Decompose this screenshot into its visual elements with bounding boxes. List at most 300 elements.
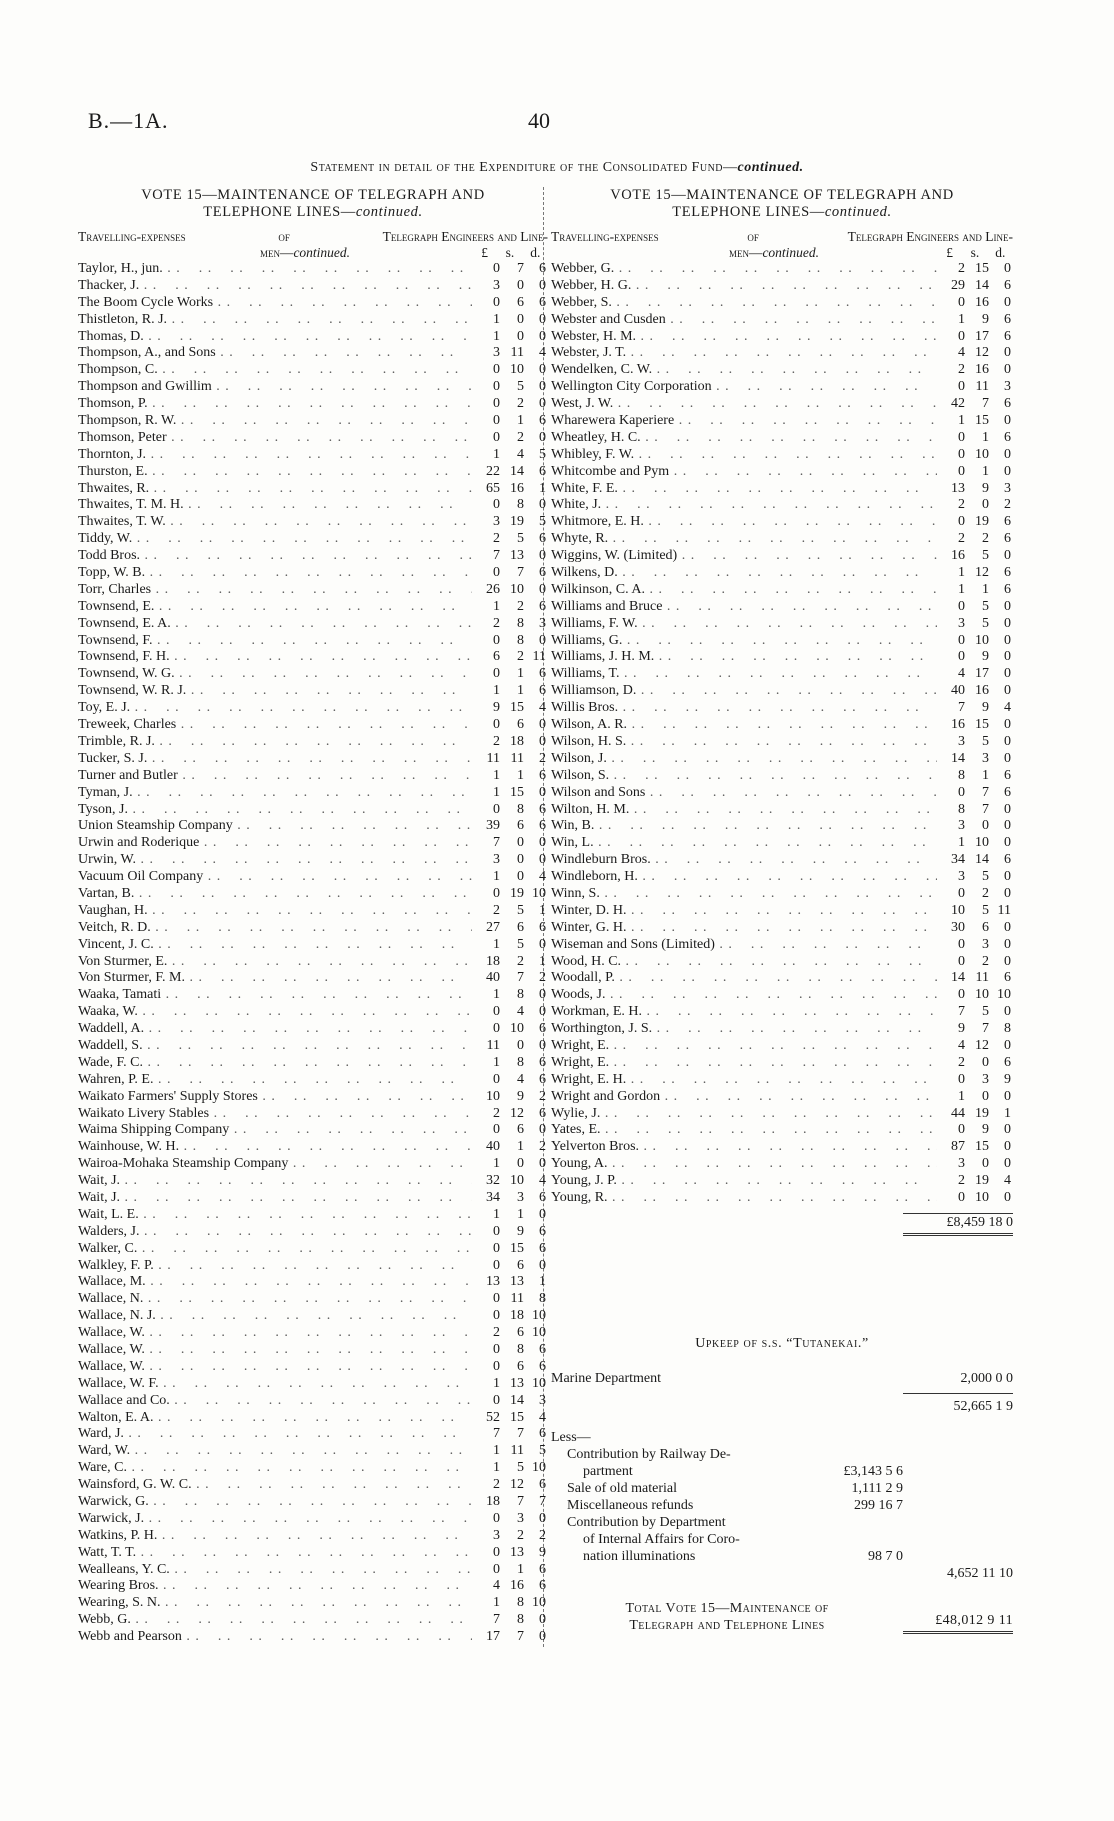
pence: 4	[1004, 700, 1011, 716]
shillings: 2	[982, 885, 989, 901]
amount	[937, 700, 1013, 717]
shillings: 15	[975, 261, 989, 276]
payee-name: Thompson, A., and Sons . .	[78, 345, 472, 362]
pounds: 0	[958, 446, 965, 462]
shillings: 15	[510, 700, 524, 716]
payee-name: Wainhouse, W. H. . .	[78, 1139, 472, 1156]
payee-name: Vaughan, H. . .	[78, 903, 472, 920]
amount	[472, 1595, 548, 1612]
shillings: 19	[975, 1173, 989, 1189]
pounds: 0	[493, 261, 500, 276]
payee-name: Waikato Livery Stables . .	[78, 1106, 472, 1123]
list-item	[551, 345, 1013, 362]
pence: 2	[539, 1139, 546, 1155]
amount	[472, 1241, 548, 1258]
list-item	[78, 666, 548, 683]
amount	[937, 582, 1013, 599]
shillings: 7	[982, 1021, 989, 1037]
pence: 6	[1004, 1054, 1011, 1070]
shillings: 3	[517, 1189, 524, 1205]
pence: 0	[1004, 1004, 1011, 1020]
amount	[937, 599, 1013, 616]
amount	[937, 649, 1013, 666]
list-item	[551, 734, 1013, 751]
shillings: 14	[510, 1392, 524, 1408]
subtotal-rule	[903, 1393, 1013, 1394]
amount	[472, 1578, 548, 1595]
pounds: 0	[493, 1392, 500, 1408]
amount	[472, 1325, 548, 1342]
pounds: 0	[958, 598, 965, 614]
list-item	[78, 1494, 548, 1511]
pounds: 0	[958, 294, 965, 310]
payee-name: Todd Bros. . .	[78, 548, 472, 565]
amount	[472, 464, 548, 481]
pence: 2	[1004, 497, 1011, 513]
pounds: 0	[493, 1561, 500, 1577]
payee-name: Treweek, Charles . .	[78, 717, 472, 734]
pounds: 7	[958, 700, 965, 716]
payee-name: Ward, J. . .	[78, 1426, 472, 1443]
payee-name: Whibley, F. W. . .	[551, 447, 937, 464]
pounds: 1	[493, 1595, 500, 1611]
list-item	[78, 1443, 548, 1460]
list-item	[78, 1511, 548, 1528]
pounds: 4	[958, 1037, 965, 1053]
payee-name: The Boom Cycle Works . .	[78, 295, 472, 312]
pence: 3	[539, 615, 546, 631]
list-item	[78, 1393, 548, 1410]
pence: 0	[1004, 818, 1011, 834]
payee-name: Wilson, J. . .	[551, 751, 937, 768]
payee-name: Waddell, A. . .	[78, 1021, 472, 1038]
pence: 10	[532, 1308, 546, 1324]
shillings: 10	[510, 1021, 524, 1037]
payee-name: Wairoa-Mohaka Steamship Company . .	[78, 1156, 472, 1173]
amount	[937, 1089, 1013, 1106]
list-item	[78, 616, 548, 633]
pence: 3	[1004, 480, 1011, 496]
shillings: 8	[517, 1342, 524, 1357]
amount	[937, 903, 1013, 920]
shillings: 0	[517, 1156, 524, 1172]
pence: 6	[539, 1477, 546, 1493]
pence: 6	[1004, 328, 1011, 344]
amount	[937, 1021, 1013, 1038]
amount	[472, 1089, 548, 1106]
pounds: 3	[493, 277, 500, 293]
pounds: 1	[493, 1054, 500, 1070]
list-item	[551, 514, 1013, 531]
amount	[937, 920, 1013, 937]
list-item	[78, 379, 548, 396]
list-item	[551, 1004, 1013, 1021]
payee-name: Thomson, P. . .	[78, 396, 472, 413]
payee-name: Thwaites, T. W. . .	[78, 514, 472, 531]
pence: 6	[539, 683, 546, 699]
amount	[937, 768, 1013, 785]
list-item	[78, 1224, 548, 1241]
shillings: 16	[510, 480, 524, 496]
payee-name: Wiggins, W. (Limited) . .	[551, 548, 937, 565]
pence: 0	[539, 497, 546, 513]
pounds: 3	[493, 1527, 500, 1543]
payee-name: Webber, S. . .	[551, 295, 937, 312]
amount	[937, 751, 1013, 768]
payee-name: Wearing, S. N. . .	[78, 1595, 472, 1612]
pounds: 11	[486, 750, 500, 766]
amount	[937, 717, 1013, 734]
shillings: 7	[517, 1426, 524, 1442]
payee-name: Wheatley, H. C. . .	[551, 430, 937, 447]
payee-name: Townsend, W. G. . .	[78, 666, 472, 683]
shillings: 12	[975, 345, 989, 361]
list-item	[78, 1528, 548, 1545]
payee-name: Townsend, E. A. . .	[78, 616, 472, 633]
pence: 0	[1004, 1189, 1011, 1205]
amount	[472, 1393, 548, 1410]
pounds: 2	[958, 497, 965, 513]
pounds: 42	[951, 396, 965, 412]
list-item	[551, 987, 1013, 1004]
payee-name: Torr, Charles . .	[78, 582, 472, 599]
shillings: 16	[975, 294, 989, 310]
shillings: 15	[510, 784, 524, 800]
payee-name: Ward, W. . .	[78, 1443, 472, 1460]
pounds: 0	[493, 1004, 500, 1020]
pounds: 0	[493, 666, 500, 682]
pounds: 6	[493, 649, 500, 665]
amount	[472, 869, 548, 886]
pence: 1	[539, 953, 546, 969]
pence: 0	[539, 581, 546, 597]
list-item	[551, 1156, 1013, 1173]
shillings: 2	[982, 531, 989, 547]
shillings: 2	[982, 953, 989, 969]
payee-name: Townsend, W. R. J. . .	[78, 683, 472, 700]
amount	[472, 345, 548, 362]
pounds: 10	[951, 902, 965, 918]
payee-name: Townsend, F. . .	[78, 633, 472, 650]
shillings: 3	[982, 1071, 989, 1087]
list-item	[78, 1562, 548, 1579]
list-item	[551, 1021, 1013, 1038]
amount	[472, 802, 548, 819]
list-item	[78, 1612, 548, 1629]
amount	[472, 785, 548, 802]
amount	[937, 379, 1013, 396]
pence: 6	[1004, 784, 1011, 800]
shillings: 8	[517, 1054, 524, 1070]
amount	[472, 852, 548, 869]
payee-name: Vacuum Oil Company . .	[78, 869, 472, 886]
amount	[472, 717, 548, 734]
pounds: 0	[493, 379, 500, 395]
list-item	[78, 1410, 548, 1427]
list-item	[78, 312, 548, 329]
amount	[472, 1308, 548, 1325]
shillings: 15	[975, 717, 989, 733]
shillings: 1	[517, 683, 524, 699]
amount	[937, 464, 1013, 481]
payee-name: Wahren, P. E. . .	[78, 1072, 472, 1089]
shillings: 6	[982, 919, 989, 935]
pounds: 1	[958, 311, 965, 327]
pounds: 1	[493, 311, 500, 327]
pounds: 2	[958, 261, 965, 276]
pounds: 0	[958, 1122, 965, 1138]
shillings: 10	[975, 1189, 989, 1205]
list-item	[78, 920, 548, 937]
amount	[937, 531, 1013, 548]
payee-name: Windleburn Bros. . .	[551, 852, 937, 869]
pounds: 9	[493, 700, 500, 716]
pounds: 1	[493, 987, 500, 1003]
pounds: 2	[958, 362, 965, 378]
list-item	[78, 514, 548, 531]
list-item	[78, 481, 548, 498]
list-item	[78, 717, 548, 734]
shillings: 12	[510, 1105, 524, 1121]
payee-name: Yelverton Bros. . .	[551, 1139, 937, 1156]
shillings: 10	[510, 581, 524, 597]
payee-name: Tyson, J. . .	[78, 802, 472, 819]
list-item	[78, 362, 548, 379]
statement-heading	[0, 160, 1114, 176]
pounds: 0	[493, 632, 500, 648]
list-item	[78, 1241, 548, 1258]
shillings: 5	[517, 902, 524, 918]
payee-name: Taylor, H., jun. . .	[78, 261, 472, 278]
shillings: 6	[517, 1122, 524, 1138]
upkeep-section	[551, 1336, 1013, 1634]
pounds: 1	[493, 446, 500, 462]
list-item	[78, 700, 548, 717]
pounds: 1	[493, 1460, 500, 1476]
pounds: 0	[493, 362, 500, 378]
payee-name: Wait, J. . .	[78, 1173, 472, 1190]
shillings: 4	[517, 1004, 524, 1020]
list-item	[78, 1139, 548, 1156]
shillings: 17	[975, 328, 989, 344]
payee-name: Walker, C. . .	[78, 1241, 472, 1258]
list-item	[78, 447, 548, 464]
deduction-line: nation illuminations 98 7 0	[583, 1549, 903, 1564]
shillings: 0	[982, 1088, 989, 1104]
right-column-total: £8,459 18 0	[551, 1213, 1013, 1236]
shillings: 4	[517, 446, 524, 462]
amount	[937, 1038, 1013, 1055]
pence: 6	[539, 1223, 546, 1239]
pounds: 0	[958, 987, 965, 1003]
pence: 6	[1004, 852, 1011, 868]
pence: 3	[1004, 379, 1011, 395]
amount	[472, 768, 548, 785]
pounds: 3	[958, 1156, 965, 1172]
payee-name: Winn, S. . .	[551, 886, 937, 903]
currency-header: £ s. d.	[946, 245, 1006, 260]
payee-name: Wylie, J. . .	[551, 1106, 937, 1123]
amount	[937, 1004, 1013, 1021]
statement-continued: continued.	[737, 160, 804, 175]
subheading-line1: Travelling-expenses of Telegraph Engineers and Line-	[551, 229, 1013, 244]
payee-name: Wade, F. C. . .	[78, 1055, 472, 1072]
pounds: 3	[958, 733, 965, 749]
list-item	[551, 1055, 1013, 1072]
pence: 0	[539, 1629, 546, 1645]
list-item	[78, 396, 548, 413]
amount	[472, 1122, 548, 1139]
shillings: 12	[510, 1477, 524, 1493]
payee-name: Workman, E. H. . .	[551, 1004, 937, 1021]
pounds: 18	[486, 953, 500, 969]
pence: 10	[532, 1375, 546, 1391]
amount	[472, 1258, 548, 1275]
pence: 0	[539, 717, 546, 733]
pence: 2	[539, 1088, 546, 1104]
list-item	[78, 649, 548, 666]
shillings: 1	[517, 413, 524, 429]
list-item	[78, 497, 548, 514]
pounds: 2	[493, 615, 500, 631]
payee-name: Williams, G. . .	[551, 633, 937, 650]
shillings: 11	[510, 345, 524, 361]
pence: 0	[1004, 362, 1011, 378]
shillings: 9	[982, 649, 989, 665]
list-item	[78, 903, 548, 920]
shillings: 8	[517, 1595, 524, 1611]
list-item	[551, 295, 1013, 312]
list-item	[551, 1190, 1013, 1207]
list-item	[551, 329, 1013, 346]
pence: 0	[1004, 1037, 1011, 1053]
amount	[472, 734, 548, 751]
list-item	[551, 413, 1013, 430]
pence: 0	[539, 1037, 546, 1053]
amount	[472, 954, 548, 971]
amount	[472, 1207, 548, 1224]
shillings: 10	[510, 362, 524, 378]
payee-name: Tyman, J. . .	[78, 785, 472, 802]
list-item	[78, 954, 548, 971]
shillings: 7	[517, 565, 524, 581]
amount	[472, 1190, 548, 1207]
shillings: 11	[975, 379, 989, 395]
amount	[937, 802, 1013, 819]
shillings: 6	[517, 1257, 524, 1273]
amount	[472, 1629, 548, 1646]
amount	[937, 683, 1013, 700]
shillings: 6	[517, 717, 524, 733]
pence: 0	[539, 1122, 546, 1138]
amount	[937, 413, 1013, 430]
pence: 6	[1004, 565, 1011, 581]
amount	[472, 886, 548, 903]
shillings: 8	[517, 1612, 524, 1628]
payee-name: Wallace and Co. . .	[78, 1393, 472, 1410]
payee-name: Waddell, S. . .	[78, 1038, 472, 1055]
payee-name: Wright, E. . .	[551, 1038, 937, 1055]
list-item	[551, 954, 1013, 971]
amount	[937, 396, 1013, 413]
pence: 8	[1004, 1021, 1011, 1037]
list-item	[78, 802, 548, 819]
payee-name: Wilson and Sons . .	[551, 785, 937, 802]
amount	[937, 785, 1013, 802]
shillings: 12	[975, 565, 989, 581]
pence: 6	[1004, 277, 1011, 293]
list-item	[78, 1359, 548, 1376]
payee-name: Wallace, W. . .	[78, 1342, 472, 1359]
list-item	[78, 1038, 548, 1055]
pence: 0	[539, 396, 546, 412]
payee-name: Woods, J. . .	[551, 987, 937, 1004]
list-item	[78, 1072, 548, 1089]
pounds: 8	[958, 767, 965, 783]
pounds: 16	[951, 717, 965, 733]
amount	[472, 599, 548, 616]
list-item	[78, 413, 548, 430]
pence: 6	[539, 1358, 546, 1374]
pence: 4	[539, 700, 546, 716]
shillings: 7	[517, 970, 524, 986]
pounds: 32	[486, 1173, 500, 1189]
list-item	[78, 1595, 548, 1612]
payee-name: Trimble, R. J. . .	[78, 734, 472, 751]
payee-name: Urwin, W. . .	[78, 852, 472, 869]
amount	[937, 835, 1013, 852]
shillings: 0	[517, 277, 524, 293]
vote-line1: VOTE 15—MAINTENANCE OF TELEGRAPH AND	[141, 187, 485, 203]
shillings: 9	[517, 1088, 524, 1104]
list-item	[551, 396, 1013, 413]
amount	[937, 937, 1013, 954]
pence: 6	[539, 294, 546, 310]
pounds: 3	[493, 852, 500, 868]
pounds: 0	[958, 936, 965, 952]
shillings: 1	[517, 666, 524, 682]
pounds: 0	[493, 1021, 500, 1037]
amount	[472, 1562, 548, 1579]
pounds: 16	[951, 548, 965, 564]
amount	[937, 818, 1013, 835]
amount	[472, 616, 548, 633]
list-item	[78, 869, 548, 886]
pence: 0	[1004, 1088, 1011, 1104]
shillings: 13	[510, 548, 524, 564]
pounds: 14	[951, 970, 965, 986]
list-item	[78, 278, 548, 295]
shillings: 2	[517, 953, 524, 969]
list-item	[551, 497, 1013, 514]
payee-name: Winter, G. H. . .	[551, 920, 937, 937]
shillings: 10	[975, 987, 989, 1003]
payee-name: Thompson, R. W. . .	[78, 413, 472, 430]
shillings: 2	[517, 1527, 524, 1543]
pounds: 1	[493, 767, 500, 783]
payee-name: Yates, E. . .	[551, 1122, 937, 1139]
pence: 2	[539, 970, 546, 986]
pounds: 3	[958, 869, 965, 885]
amount	[472, 1477, 548, 1494]
shillings: 8	[517, 615, 524, 631]
pence: 5	[539, 1443, 546, 1459]
pounds: 2	[958, 531, 965, 547]
subheading-line2: men—continued. £ s. d.	[78, 245, 548, 261]
pence: 6	[1004, 396, 1011, 412]
pence: 0	[539, 936, 546, 952]
shillings: 9	[982, 700, 989, 716]
